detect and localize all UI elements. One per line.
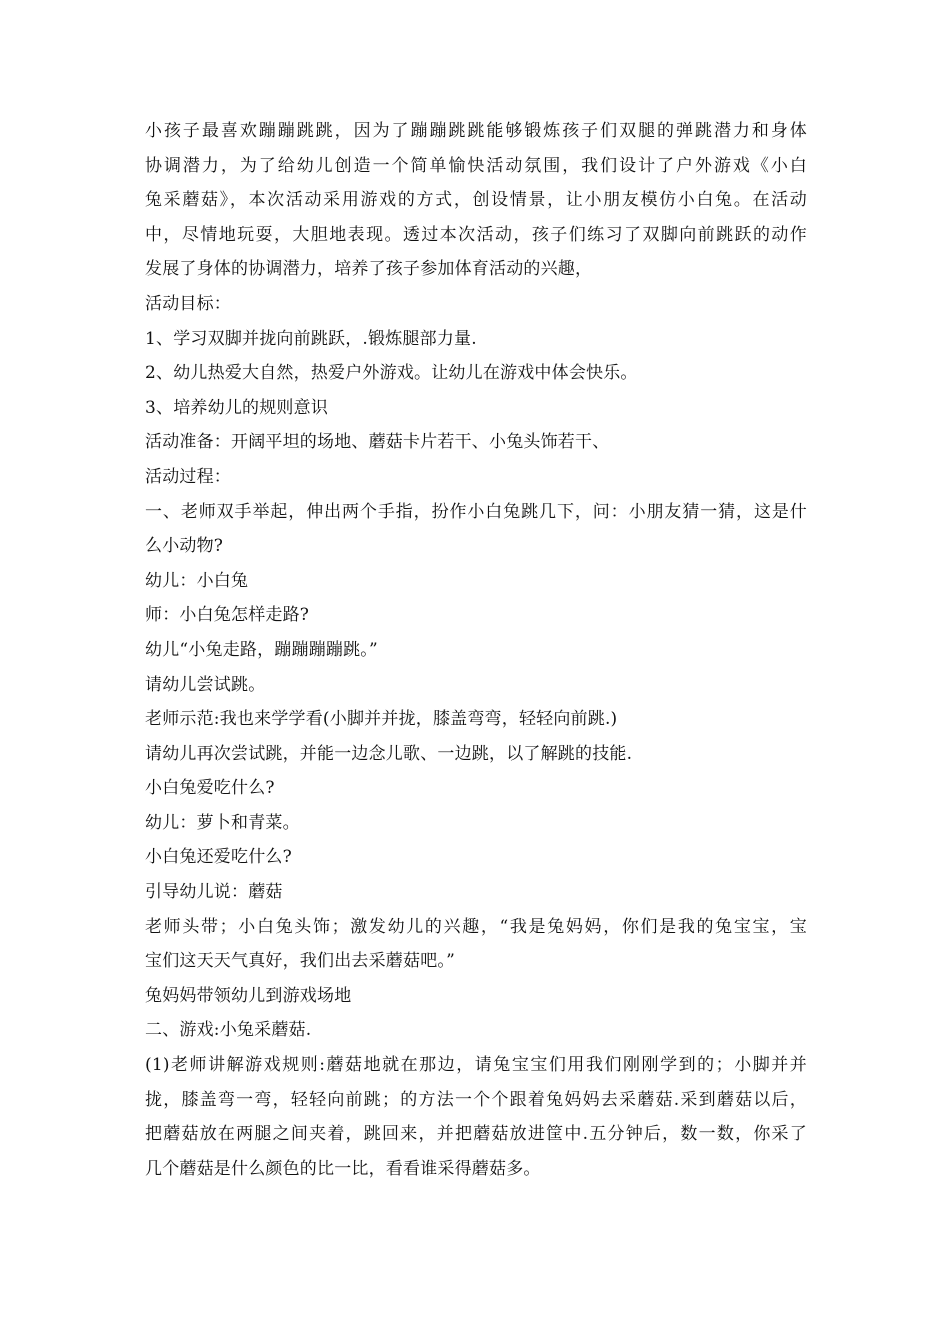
section-heading-goals: 活动目标：: [145, 293, 231, 314]
dialogue-line: 幼儿：小白兔: [145, 570, 249, 591]
dialogue-line: 幼儿“小兔走路，蹦蹦蹦蹦跳。”: [145, 639, 378, 660]
goal-item: 3、培养幼儿的规则意识: [145, 397, 329, 418]
section-heading-process: 活动过程：: [145, 466, 231, 487]
dialogue-line: 请幼儿尝试跳。: [145, 674, 266, 695]
paragraph-line: 宝们这天天气真好，我们出去采蘑菇吧。”: [145, 951, 455, 972]
paragraph-line: 一、老师双手举起，伸出两个手指，扮作小白兔跳几下，问：小朋友猜一猜，这是什: [145, 501, 807, 522]
dialogue-line: 老师示范:我也来学学看(小脚并并拢，膝盖弯弯，轻轻向前跳.): [145, 709, 618, 730]
dialogue-line: 师：小白兔怎样走路?: [145, 605, 310, 626]
paragraph-line: 拢，膝盖弯一弯，轻轻向前跳；的方法一个个跟着兔妈妈去采蘑菇.采到蘑菇以后，: [145, 1089, 807, 1110]
paragraph-line: 中，尽情地玩耍，大胆地表现。透过本次活动，孩子们练习了双脚向前跳跃的动作: [145, 224, 807, 245]
dialogue-line: 幼儿：萝卜和青菜。: [145, 812, 300, 833]
preparation-line: 活动准备：开阔平坦的场地、蘑菇卡片若干、小兔头饰若干、: [145, 432, 610, 453]
paragraph-line: 小孩子最喜欢蹦蹦跳跳，因为了蹦蹦跳跳能够锻炼孩子们双腿的弹跳潜力和身体: [145, 121, 807, 141]
paragraph-line: (1)老师讲解游戏规则:蘑菇地就在那边，请兔宝宝们用我们刚刚学到的；小脚并并: [145, 1055, 807, 1076]
goal-item: 1、学习双脚并拢向前跳跃，.锻炼腿部力量.: [145, 328, 477, 349]
paragraph-line: 老师头带；小白兔头饰；激发幼儿的兴趣，“我是兔妈妈，你们是我的兔宝宝，宝: [145, 916, 807, 937]
paragraph-line: 兔采蘑菇》，本次活动采用游戏的方式，创设情景，让小朋友模仿小白兔。在活动: [145, 190, 807, 211]
dialogue-line: 小白兔还爱吃什么?: [145, 847, 292, 868]
paragraph-line: 把蘑菇放在两腿之间夹着，跳回来，并把蘑菇放进筐中.五分钟后，数一数，你采了: [145, 1124, 807, 1145]
dialogue-line: 小白兔爱吃什么?: [145, 778, 275, 799]
paragraph-line: 么小动物?: [145, 536, 224, 557]
paragraph-line: 几个蘑菇是什么颜色的比一比，看看谁采得蘑菇多。: [145, 1158, 541, 1179]
goal-item: 2、幼儿热爱大自然，热爱户外游戏。让幼儿在游戏中体会快乐。: [145, 363, 638, 384]
dialogue-line: 引导幼儿说：蘑菇: [145, 882, 283, 903]
document-body: [145, 114, 807, 1186]
section-heading-game: 二、游戏:小兔采蘑菇.: [145, 1020, 312, 1041]
paragraph-line: 协调潜力，为了给幼儿创造一个简单愉快活动氛围，我们设计了户外游戏《小白: [145, 155, 807, 176]
paragraph-line: 发展了身体的协调潜力，培养了孩子参加体育活动的兴趣，: [145, 259, 593, 280]
paragraph-line: 兔妈妈带领幼儿到游戏场地: [145, 985, 352, 1006]
dialogue-line: 请幼儿再次尝试跳，并能一边念儿歌、一边跳，以了解跳的技能.: [145, 743, 633, 764]
